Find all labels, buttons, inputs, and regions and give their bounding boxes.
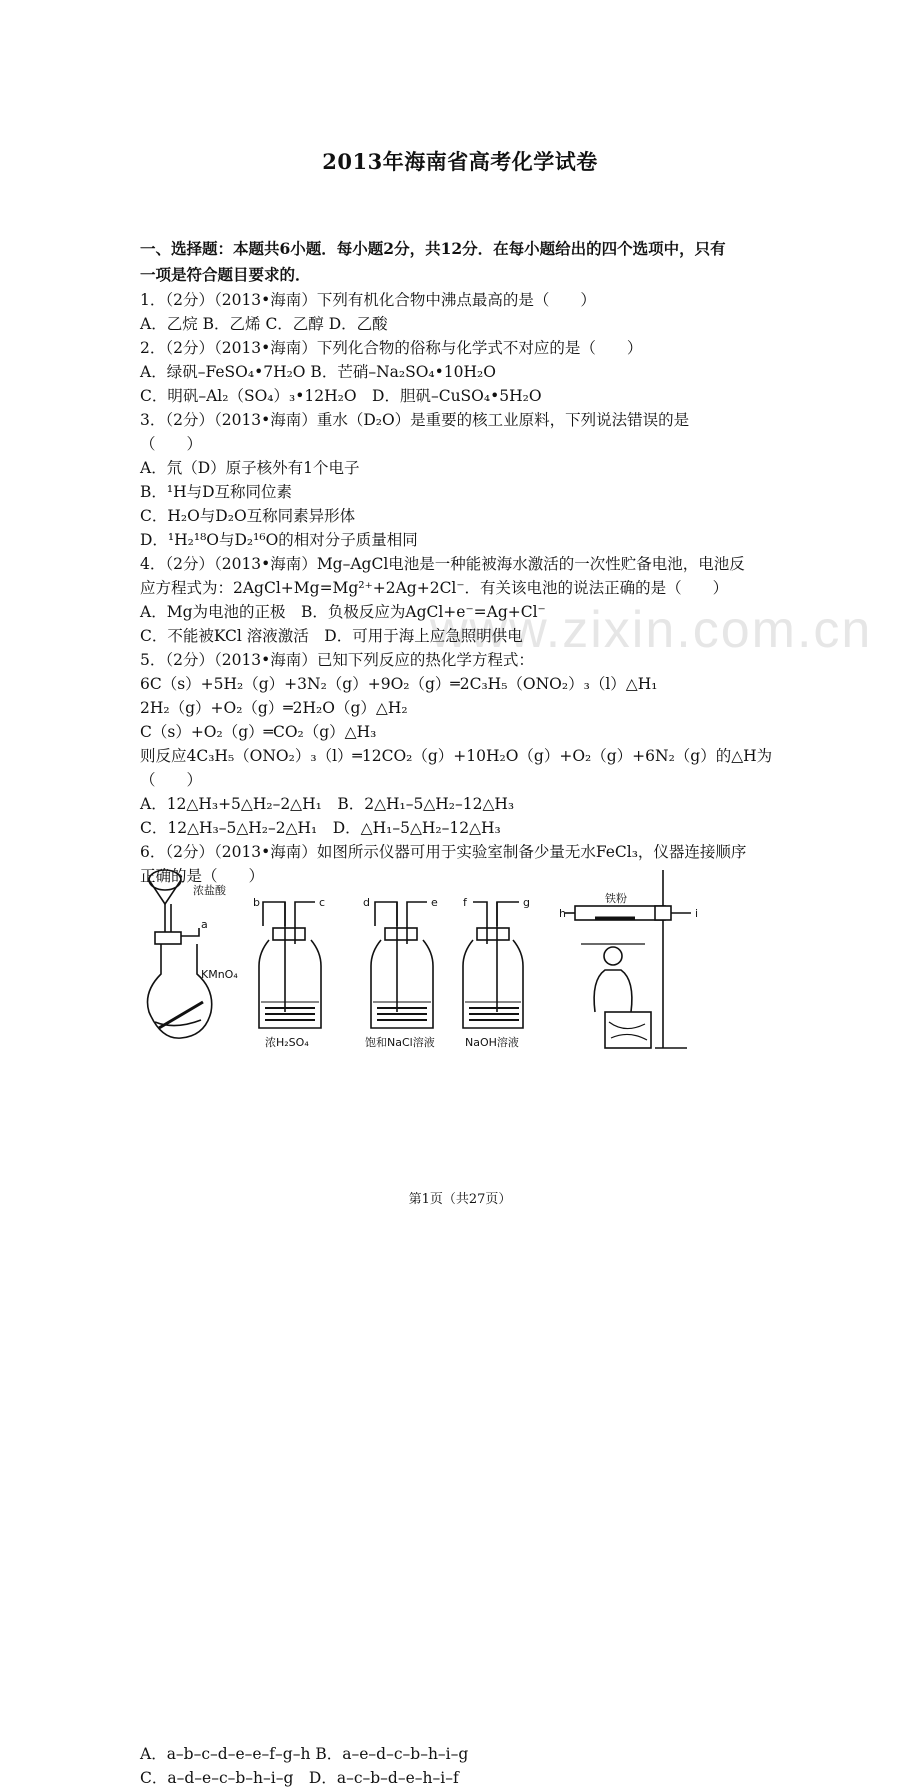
q3-stem: 3．（2分）（2013•海南）重水（D₂O）是重要的核工业原料，下列说法错误的是 <box>140 411 690 429</box>
letter-a: a <box>201 918 208 931</box>
q1-options: A．乙烷 B．乙烯 C．乙醇 D．乙酸 <box>140 315 388 333</box>
q4-options-ab: A．Mg为电池的正极 B．负极反应为AgCl+e⁻=Ag+Cl⁻ <box>140 603 546 621</box>
bottle-nacl <box>371 902 433 1028</box>
label-fe: 铁粉 <box>605 892 627 905</box>
heated-tube-stand <box>565 870 691 1048</box>
watermark: www.zixin.com.cn <box>430 601 873 659</box>
letter-b: b <box>253 896 260 909</box>
q3-option-c: C．H₂O与D₂O互称同素异形体 <box>140 507 356 525</box>
q1-stem: 1．（2分）（2013•海南）下列有机化合物中沸点最高的是（ ） <box>140 291 596 309</box>
letter-e: e <box>431 896 438 909</box>
section-heading-line2: 一项是符合题目要求的． <box>140 265 311 284</box>
label-h2so4: 浓H₂SO₄ <box>265 1036 309 1049</box>
exam-content <box>140 236 790 888</box>
q4-stem-2: 应方程式为：2AgCl+Mg=Mg²⁺+2Ag+2Cl⁻．有关该电池的说法正确的是（ ） <box>140 579 729 597</box>
q6-options <box>140 1742 790 1790</box>
q3-paren: （ ） <box>140 435 203 453</box>
q2-options-cd: C．明矾–Al₂（SO₄）₃•12H₂O D．胆矾–CuSO₄•5H₂O <box>140 387 542 405</box>
label-hcl: 浓盐酸 <box>193 884 226 897</box>
q5-equation-2: 2H₂（g）+O₂（g）═2H₂O（g）△H₂ <box>140 699 408 717</box>
q6-stem-2: 正确的是（ ） <box>140 867 265 885</box>
q4-stem-1: 4．（2分）（2013•海南）Mg–AgCl电池是一种能被海水激活的一次性贮备电池，电池反 <box>140 555 745 573</box>
q3-option-b: B．¹H与D互称同位素 <box>140 483 293 501</box>
letter-c: c <box>319 896 326 909</box>
letter-d: d <box>363 896 370 909</box>
letter-f: f <box>463 896 467 909</box>
q5-options-ab: A．12△H₃+5△H₂–2△H₁ B．2△H₁–5△H₂–12△H₃ <box>140 795 515 813</box>
q5-options-cd: C．12△H₃–5△H₂–2△H₁ D．△H₁–5△H₂–12△H₃ <box>140 819 501 837</box>
q2-options-ab: A．绿矾–FeSO₄•7H₂O B．芒硝–Na₂SO₄•10H₂O <box>140 363 496 381</box>
q5-equation-1: 6C（s）+5H₂（g）+3N₂（g）+9O₂（g）═2C₃H₅（ONO₂）₃（l）△H₁ <box>140 675 658 693</box>
q4-options-cd: C．不能被KCl 溶液激活 D．可用于海上应急照明供电 <box>140 627 523 645</box>
label-nacl: 饱和NaCl溶液 <box>365 1036 435 1049</box>
page-footer: 第1页（共27页） <box>408 1192 512 1207</box>
section-heading-line1: 一、选择题：本题共6小题．每小题2分，共12分．在每小题给出的四个选项中，只有 <box>140 239 726 258</box>
q3-option-a: A．氘（D）原子核外有1个电子 <box>140 459 360 477</box>
bottle-naoh <box>463 902 523 1028</box>
q2-stem: 2．（2分）（2013•海南）下列化合物的俗称与化学式不对应的是（ ） <box>140 339 643 357</box>
q5-stem: 5．（2分）（2013•海南）已知下列反应的热化学方程式： <box>140 651 534 669</box>
letter-i: i <box>695 907 699 920</box>
q6-options-cd: C．a–d–e–c–b–h–i–g D．a–c–b–d–e–h–i–f <box>140 1769 459 1787</box>
letter-g: g <box>523 896 530 909</box>
q5-paren: （ ） <box>140 771 203 789</box>
q6-stem-1: 6．（2分）（2013•海南）如图所示仪器可用于实验室制备少量无水FeCl₃，仪器连接顺序 <box>140 843 747 861</box>
q6-options-ab: A．a–b–c–d–e–e–f–g–h B．a–e–d–c–b–h–i–g <box>140 1745 469 1763</box>
label-kmno4: KMnO₄ <box>201 968 238 981</box>
q5-ask: 则反应4C₃H₅（ONO₂）₃（l）═12CO₂（g）+10H₂O（g）+O₂（g）+6N₂（g）的△H为 <box>140 747 773 765</box>
bottle-h2so4 <box>259 902 321 1028</box>
apparatus-figure <box>135 862 715 1058</box>
letter-h: h <box>559 907 566 920</box>
page-title: 2013年海南省高考化学试卷 <box>322 149 598 174</box>
q5-equation-3: C（s）+O₂（g）═CO₂（g）△H₃ <box>140 723 377 741</box>
label-naoh: NaOH溶液 <box>465 1036 519 1049</box>
q3-option-d: D．¹H₂¹⁸O与D₂¹⁶O的相对分子质量相同 <box>140 531 418 549</box>
